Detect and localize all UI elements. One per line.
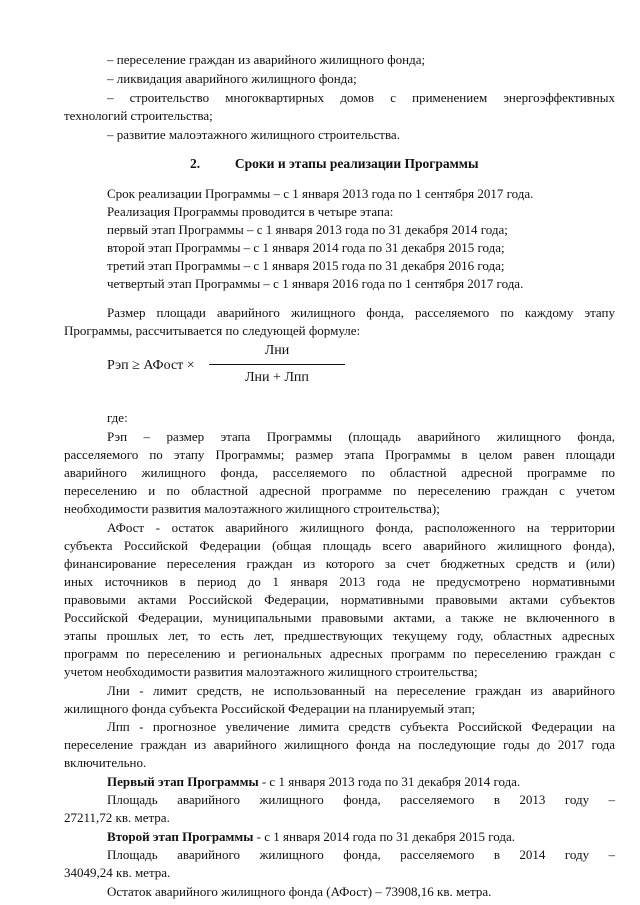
definition-line: этапы прошлых лет, то есть лет, предшествующих текущему году, областных адресных <box>64 628 615 643</box>
stage-area-line: Площадь аварийного жилищного фонда, расселяемого в 2014 году – <box>107 847 615 862</box>
period-line: третий этап Программы – с 1 января 2015 года по 31 декабря 2016 года; <box>107 258 505 273</box>
definition-line: финансирование переселения граждан из которого за счет бюджетных средств и (или) <box>64 556 615 571</box>
stage-period: - с 1 января 2014 года по 31 декабря 2015 года. <box>253 829 516 844</box>
definition-line: учетом необходимости развития малоэтажного жилищного строительства; <box>64 664 478 679</box>
stage-heading <box>107 774 520 790</box>
stage-heading <box>107 829 515 845</box>
period-line: четвертый этап Программы – с 1 января 2016 года по 1 сентября 2017 года. <box>107 276 524 291</box>
stage-period: - с 1 января 2013 года по 31 декабря 2014 года. <box>258 774 521 789</box>
period-line: первый этап Программы – с 1 января 2013 года по 31 декабря 2014 года; <box>107 222 508 237</box>
stage-area-value: 27211,72 кв. метра. <box>64 810 170 825</box>
formula-lhs: Рэп ≥ АФост × <box>107 358 195 373</box>
period-line: Реализация Программы проводится в четыре этапа: <box>107 204 394 219</box>
formula-intro: Программы, рассчитывается по следующей формуле: <box>64 323 361 338</box>
section-title: Сроки и этапы реализации Программы <box>234 156 479 171</box>
formula-denominator: Лни + Лпп <box>245 370 309 385</box>
definition-line: Российской Федерации, муниципальными правовыми актами, а также не включенного в <box>64 610 615 625</box>
intro-item: – строительство многоквартирных домов с применением энергоэффективных <box>107 90 615 105</box>
section-heading <box>190 156 479 172</box>
period-line: второй этап Программы – с 1 января 2014 года по 31 декабря 2015 года; <box>107 240 505 255</box>
definition-line: Лни - лимит средств, не использованный на переселение граждан из аварийного <box>107 683 615 698</box>
formula-intro: Размер площади аварийного жилищного фонда, расселяемого по каждому этапу <box>107 305 615 320</box>
stage-area-value: 34049,24 кв. метра. <box>64 865 171 880</box>
definition-line: субъекта Российской Федерации (общая площадь всего аварийного жилищного фонда), <box>64 538 615 553</box>
definition-line: иных источников в период до 1 января 2013 года не предусмотрено нормативными <box>64 574 615 589</box>
intro-item: – развитие малоэтажного жилищного строительства. <box>107 127 400 142</box>
definition-line: Рэп – размер этапа Программы (площадь аварийного жилищного фонда, <box>107 429 615 444</box>
fraction-bar <box>209 364 345 365</box>
stage-area-line: Площадь аварийного жилищного фонда, расселяемого в 2013 году – <box>107 792 615 807</box>
intro-item-continuation: технологий строительства; <box>64 108 213 123</box>
formula-numerator: Лни <box>264 343 290 358</box>
intro-item: – ликвидация аварийного жилищного фонда; <box>107 71 357 86</box>
stage-title: Второй этап Программы <box>107 829 254 844</box>
remainder-line: Остаток аварийного жилищного фонда (АФост) – 73908,16 кв. метра. <box>107 884 492 899</box>
definition-line: Лпп - прогнозное увеличение лимита средств субъекта Российской Федерации на <box>107 719 615 734</box>
definition-line: включительно. <box>64 755 147 770</box>
period-line: Срок реализации Программы – с 1 января 2013 года по 1 сентября 2017 года. <box>107 186 534 201</box>
definition-line: переселение граждан из аварийного жилищного фонда на последующие годы до 2017 года <box>64 737 615 752</box>
definition-line: АФост - остаток аварийного жилищного фонда, расположенного на территории <box>107 520 615 535</box>
stage-title: Первый этап Программы <box>107 774 259 789</box>
definition-line: расселяемого по этапу Программы; размер этапа Программы в целом равен площади <box>64 447 615 462</box>
definition-line: программ по переселению и региональных адресных программ по переселению граждан с <box>64 646 615 661</box>
definition-line: аварийного жилищного фонда, расселяемого по областной адресной программе по <box>64 465 615 480</box>
definition-line: необходимости развития малоэтажного жилищного строительства); <box>64 501 440 516</box>
section-number: 2. <box>190 156 201 171</box>
intro-item: – переселение граждан из аварийного жилищного фонда; <box>107 52 426 67</box>
definition-line: жилищного фонда субъекта Российской Федерации на планируемый этап; <box>64 701 476 716</box>
definition-line: правовыми актами Российской Федерации, нормативными правовыми актами субъектов <box>64 592 615 607</box>
definition-line: переселению и по областной адресной программе по переселению граждан с учетом <box>64 483 615 498</box>
where-label: где: <box>107 410 128 425</box>
